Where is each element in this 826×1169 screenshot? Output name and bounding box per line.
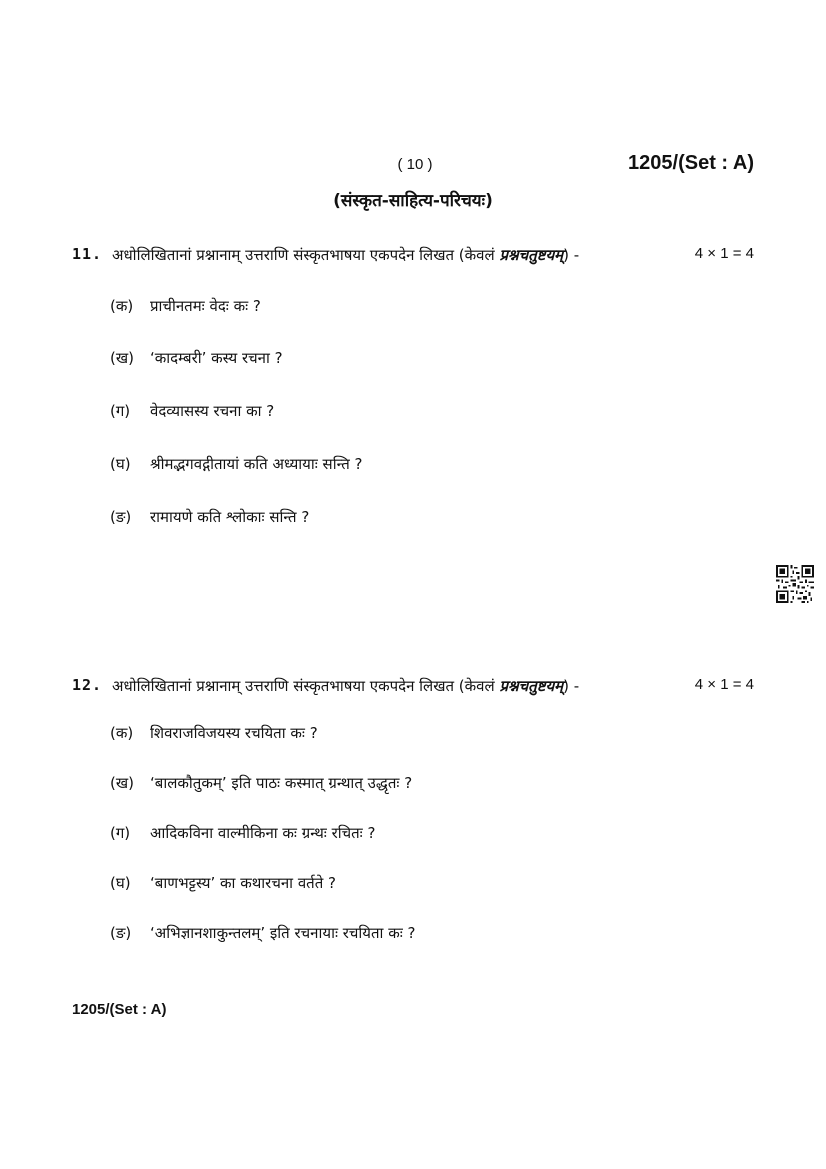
sub-question-text: ‘अभिज्ञानशाकुन्तलम्’ इति रचनायाः रचयिता कः ? [150, 924, 416, 942]
question-12 [72, 676, 754, 698]
question-text-end: ) - [563, 246, 580, 264]
sub-question-text: प्राचीनतमः वेदः कः ? [150, 297, 261, 315]
sub-question [110, 401, 274, 423]
sub-question [110, 873, 336, 895]
section-title: (संस्कृत-साहित्य-परिचयः) [333, 191, 493, 211]
question-marks: 4 × 1 = 4 [694, 245, 754, 262]
sub-question [110, 507, 309, 529]
sub-question-text: आदिकविना वाल्मीकिना कः ग्रन्थः रचितः ? [150, 824, 376, 842]
question-text-main: अधोलिखितानां प्रश्नानाम् उत्तराणि संस्कृतभाषया एकपदेन लिखत (केवलं [112, 677, 495, 695]
sub-question [110, 923, 416, 945]
question-text-end: ) - [563, 677, 580, 695]
set-code-footer: 1205/(Set : A) [72, 1001, 167, 1018]
question-text-emphasis: प्रश्नचतुष्टयम् [499, 246, 564, 264]
question-text-main: अधोलिखितानां प्रश्नानाम् उत्तराणि संस्कृतभाषया एकपदेन लिखत (केवलं [112, 246, 495, 264]
question-11 [72, 245, 754, 267]
page-number: ( 10 ) [397, 156, 433, 173]
sub-question-text: ‘कादम्बरी’ कस्य रचना ? [150, 349, 283, 367]
set-code-header: 1205/(Set : A) [628, 152, 754, 174]
qr-code-icon [776, 565, 814, 603]
sub-question-text: ‘बालकौतुकम्’ इति पाठः कस्मात् ग्रन्थात् उद्धृतः ? [150, 774, 413, 792]
sub-question [110, 773, 412, 795]
question-text-emphasis: प्रश्नचतुष्टयम् [499, 677, 564, 695]
question-number: 12. [72, 676, 103, 694]
question-text [112, 245, 579, 265]
sub-question [110, 723, 318, 745]
sub-question [110, 823, 375, 845]
sub-question [110, 296, 261, 318]
sub-question-label: (ख) [110, 349, 134, 367]
sub-question-label: (घ) [110, 455, 131, 473]
sub-question-text: रामायणे कति श्लोकाः सन्ति ? [150, 508, 310, 526]
sub-question-label: (क) [110, 297, 134, 315]
sub-question-label: (ग) [110, 402, 131, 420]
sub-question [110, 348, 283, 370]
sub-question [110, 454, 362, 476]
question-marks: 4 × 1 = 4 [694, 676, 754, 693]
sub-question-text: वेदव्यासस्य रचना का ? [150, 402, 275, 420]
sub-question-text: श्रीमद्भगवद्गीतायां कति अध्यायाः सन्ति ? [150, 455, 363, 473]
sub-question-text: शिवराजविजयस्य रचयिता कः ? [150, 724, 318, 742]
sub-question-label: (ङ) [110, 924, 132, 942]
sub-question-text: ‘बाणभट्टस्य’ का कथारचना वर्तते ? [150, 874, 336, 892]
sub-question-label: (ग) [110, 824, 131, 842]
question-text [112, 676, 579, 696]
sub-question-label: (क) [110, 724, 134, 742]
sub-question-label: (ङ) [110, 508, 132, 526]
sub-question-label: (घ) [110, 874, 131, 892]
question-number: 11. [72, 245, 103, 263]
sub-question-label: (ख) [110, 774, 134, 792]
